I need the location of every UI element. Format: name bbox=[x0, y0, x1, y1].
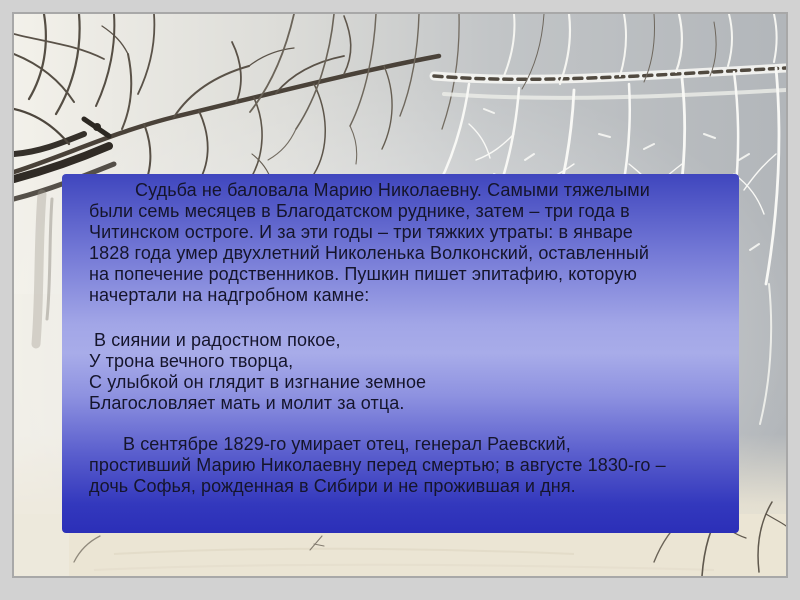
text-line: дочь Софья, рожденная в Сибири и не прожившая и дня. bbox=[89, 476, 576, 496]
text-line: Читинском остроге. И за эти годы – три тяжких утраты: в январе bbox=[89, 222, 633, 242]
epitaph-poem bbox=[89, 330, 721, 414]
poem-line: В сиянии и радостном покое, bbox=[94, 330, 341, 350]
text-line: начертали на надгробном камне: bbox=[89, 285, 370, 305]
final-paragraph bbox=[89, 434, 721, 497]
text-line: В сентябре 1829-го умирает отец, генерал Раевский, bbox=[123, 434, 571, 454]
text-line: простивший Марию Николаевну перед смертью; в августе 1830-го – bbox=[89, 455, 666, 475]
text-line: были семь месяцев в Благодатском руднике, затем – три года в bbox=[89, 201, 630, 221]
text-line: Судьба не баловала Марию Николаевну. Самыми тяжелыми bbox=[135, 180, 650, 200]
text-line: на попечение родственников. Пушкин пишет эпитафию, которую bbox=[89, 264, 638, 284]
biography-paragraph bbox=[89, 180, 721, 306]
poem-line: У трона вечного творца, bbox=[89, 351, 294, 371]
text-panel bbox=[62, 174, 739, 533]
poem-line: Благословляет мать и молит за отца. bbox=[89, 393, 405, 413]
poem-line: С улыбкой он глядит в изгнание земное bbox=[89, 372, 427, 392]
text-line: 1828 года умер двухлетний Николенька Волконский, оставленный bbox=[89, 243, 650, 263]
